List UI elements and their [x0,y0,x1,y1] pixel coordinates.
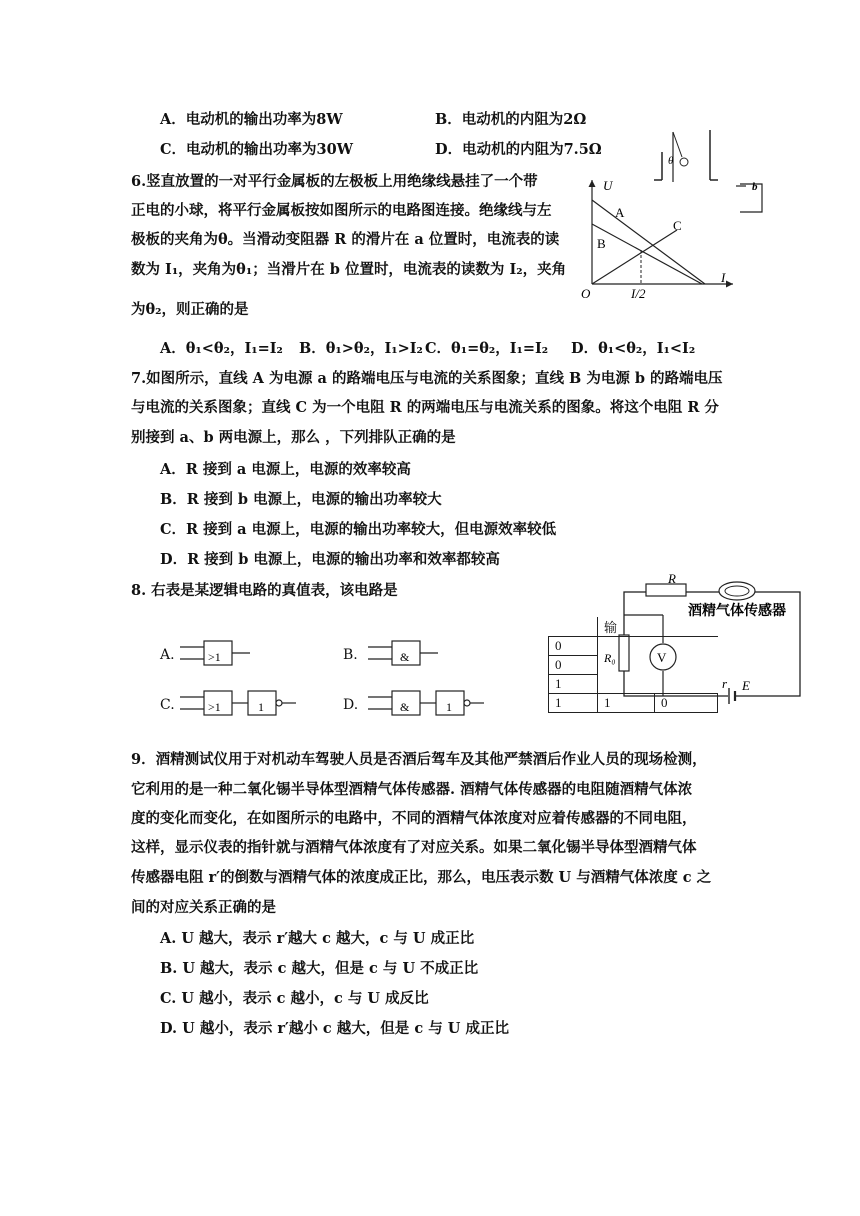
table-header: 输 [598,617,718,637]
q9-option-d: D. U 越小，表示 r′越小 c 越大，但是 c 与 U 成正比 [160,1020,509,1037]
q9-option-c: C. U 越小，表示 c 越小，c 与 U 成反比 [160,990,429,1007]
q8-option-a-letter: A. [160,647,175,663]
q9-line-4: 这样，显示仪表的指针就与酒精气体浓度有了对应关系。如果二氧化锡半导体型酒精气体 [131,839,697,856]
q5-option-b: B．电动机的内阻为2Ω [435,111,587,128]
q5-option-d: D．电动机的内阻为7.5Ω [435,141,602,158]
q8-option-d-letter: D. [343,697,359,713]
svg-text:1: 1 [446,700,452,714]
emf-label: E [742,678,750,693]
q8-option-b-letter: B. [343,647,358,663]
ui-graph [575,172,740,302]
table-row: 1 [549,675,718,694]
a-label: A [615,205,625,220]
q8-option-c-letter: C. [160,697,175,713]
q6-option-d: D．θ₁<θ₂，I₁<I₂ [571,340,696,357]
svg-text:1: 1 [258,700,264,714]
q8-gate-a [180,636,260,670]
half-i-label: I/2 [631,286,646,301]
q9-line-2: 它利用的是一种二氧化锡半导体型酒精气体传感器. 酒精气体传感器的电阻随酒精气体浓 [131,781,693,798]
q8-gate-d [368,686,493,720]
q7-option-d: D．R 接到 b 电源上，电源的输出功率和效率都较高 [160,551,500,568]
table-row: 0 [549,656,718,675]
q9-option-a: A. U 越大，表示 r′越大 c 越大，c 与 U 成正比 [160,930,475,947]
table-row: 0 [549,637,718,656]
q6-line-2: 正电的小球，将平行金属板按如图所示的电路图连接。绝缘线与左 [131,202,552,219]
r-label: R [668,571,676,586]
svg-text:&: & [400,650,410,664]
svg-text:>1: >1 [208,650,221,664]
line-b [592,224,702,284]
r0-label: R₀ [604,651,616,665]
q7-line-3: 别接到 a、b 两电源上，那么 ，下列排队正确的是 [131,429,456,446]
q7-line-2: 与电流的关系图象；直线 C 为一个电阻 R 的两端电压与电流关系的图象。将这个电阻 R 分 [131,399,719,416]
b-label: B [597,236,606,251]
sensor-label: 酒精气体传感器 [688,604,786,619]
b-label: b [752,181,758,193]
q6-option-b: B．θ₁>θ₂，I₁>I₂ [299,340,423,357]
q6-line-4: 数为 I₁，夹角为θ₁；当滑片在 b 位置时，电流表的读数为 I₂，夹角 [131,261,567,278]
q6-line-5: 为θ₂，则正确的是 [131,301,249,318]
svg-text:>1: >1 [208,700,221,714]
theta-label: θ [668,155,674,167]
q7-line-1: 7.如图所示，直线 A 为电源 a 的路端电压与电流的关系图象；直线 B 为电源 b 的路端电压 [131,370,723,387]
q6-option-a: A．θ₁<θ₂，I₁=I₂ [160,340,283,357]
q7-option-c: C．R 接到 a 电源上，电源的输出功率较大，但电源效率较低 [160,521,557,538]
line-a [592,200,705,284]
q9-option-b: B. U 越大，表示 c 越大，但是 c 与 U 不成正比 [160,960,479,977]
internal-r-label: r [722,676,728,691]
c-label: C [673,218,682,233]
table-row [549,617,718,637]
truth-table [548,617,718,713]
q7-option-b: B．R 接到 b 电源上，电源的输出功率较大 [160,491,442,508]
q9-line-5: 传感器电阻 r′的倒数与酒精气体的浓度成正比，那么，电压表示数 U 与酒精气体浓度 c 之 [131,869,712,886]
q5-option-a: A．电动机的输出功率为8W [160,111,343,128]
u-label: U [603,178,613,193]
q5-option-c: C．电动机的输出功率为30W [160,141,354,158]
q8-gate-b [368,636,448,670]
table-row: 1 1 0 [549,694,718,713]
q9-line-6: 间的对应关系正确的是 [131,899,276,916]
q7-option-a: A．R 接到 a 电源上，电源的效率较高 [160,461,411,478]
q6-option-c: C．θ₁=θ₂，I₁=I₂ [425,340,549,357]
v-label: V [657,650,667,665]
origin-label: O [581,286,591,301]
q6-line-1: 6.竖直放置的一对平行金属板的左极板上用绝缘线悬挂了一个带 [131,173,538,190]
q6-line-3: 极板的夹角为θ。当滑动变阻器 R 的滑片在 a 位置时，电流表的读 [131,231,560,248]
svg-text:&: & [400,700,410,714]
q8-gate-c [180,686,305,720]
i-label: I [721,270,726,285]
q8-stem: 8. 右表是某逻辑电路的真值表，该电路是 [131,582,398,599]
q9-line-1: 9．酒精测试仪用于对机动车驾驶人员是否酒后驾车及其他严禁酒后作业人员的现场检测， [131,751,707,768]
q9-line-3: 度的变化而变化，在如图所示的电路中，不同的酒精气体浓度对应着传感器的不同电阻， [131,810,697,827]
